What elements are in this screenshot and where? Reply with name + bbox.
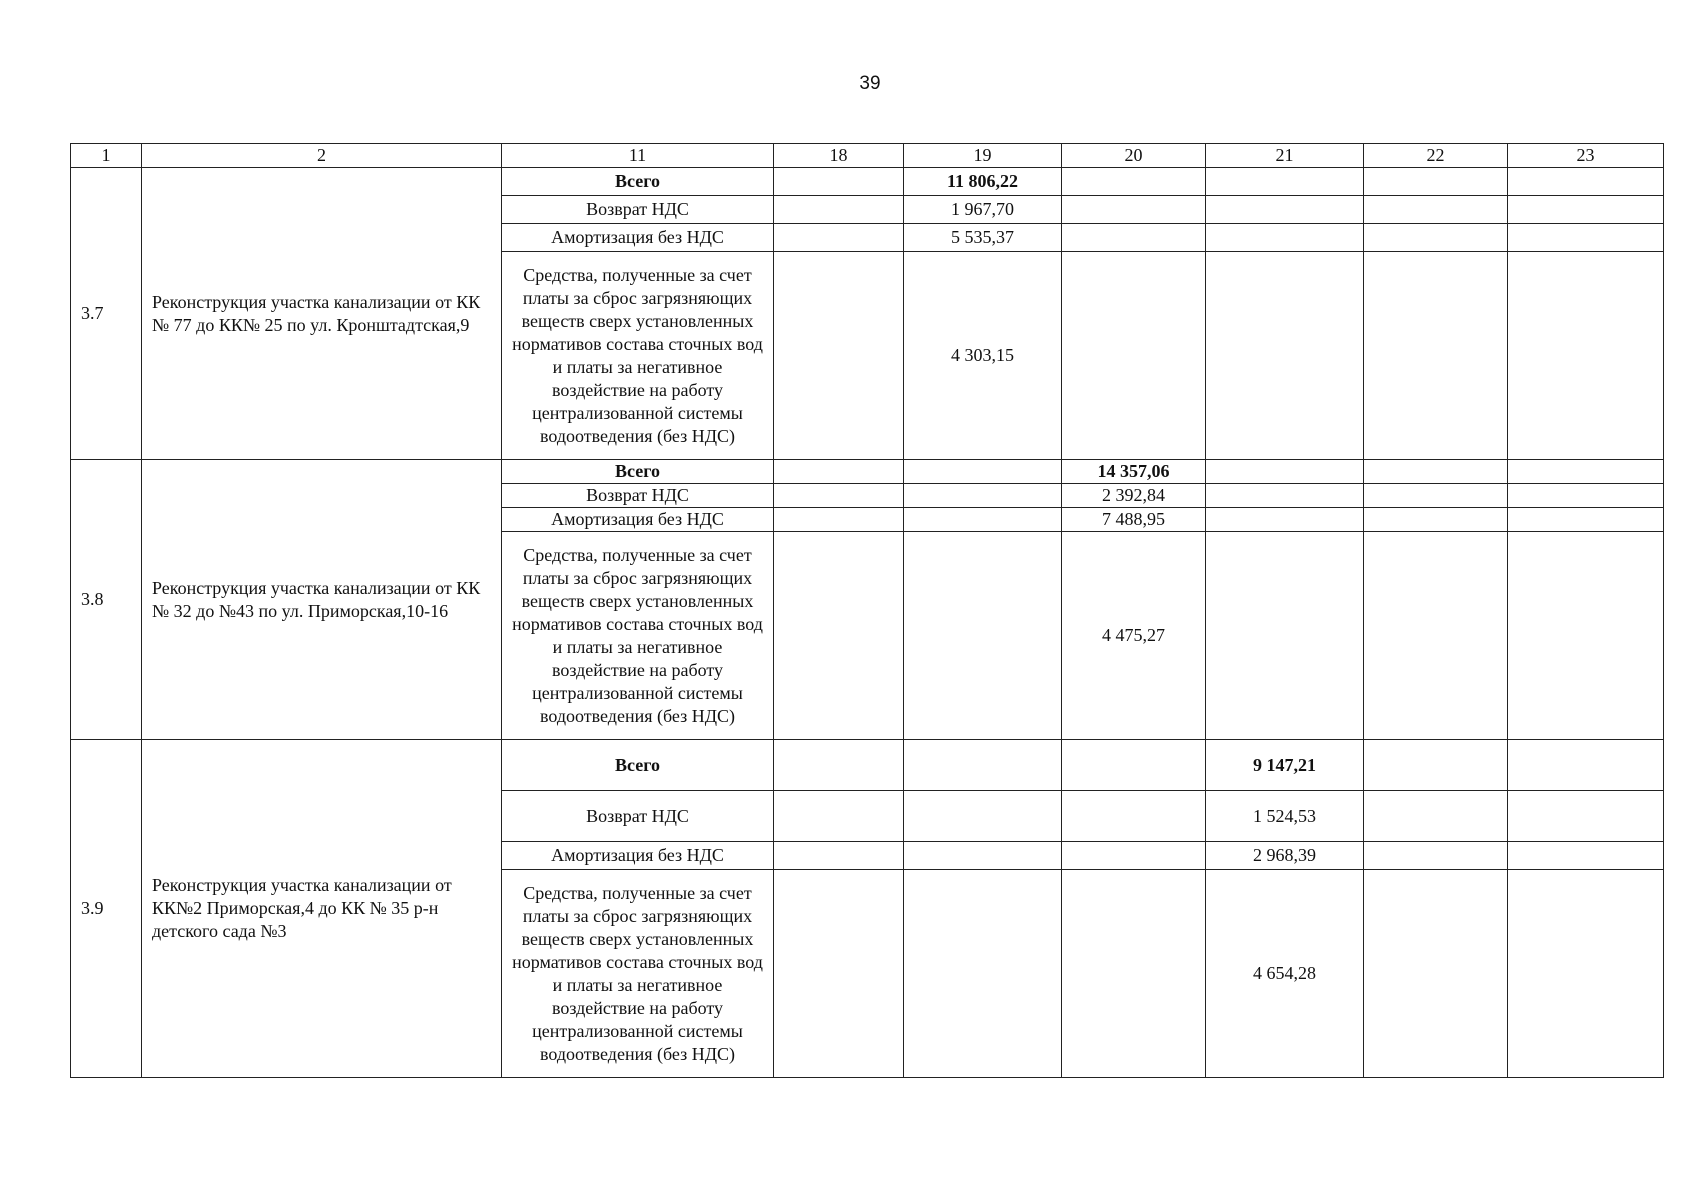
cell-19: 5 535,37 bbox=[904, 224, 1062, 252]
cell-23 bbox=[1508, 508, 1664, 532]
cell-23 bbox=[1508, 224, 1664, 252]
cell-22 bbox=[1364, 740, 1508, 791]
cell-19 bbox=[904, 484, 1062, 508]
cell-20: 14 357,06 bbox=[1062, 460, 1206, 484]
column-header: 18 bbox=[774, 144, 904, 168]
cell-21 bbox=[1206, 532, 1364, 740]
cell-23 bbox=[1508, 168, 1664, 196]
source-label: Возврат НДС bbox=[502, 196, 774, 224]
cell-18 bbox=[774, 252, 904, 460]
cell-22 bbox=[1364, 532, 1508, 740]
cell-23 bbox=[1508, 460, 1664, 484]
cell-20 bbox=[1062, 252, 1206, 460]
cell-21 bbox=[1206, 508, 1364, 532]
item-name: Реконструкция участка канализации от КК № 32 до №43 по ул. Приморская,10-16 bbox=[142, 460, 502, 740]
cell-20 bbox=[1062, 168, 1206, 196]
item-name: Реконструкция участка канализации от КК№2 Приморская,4 до КК № 35 р-н детского сада №3 bbox=[142, 740, 502, 1078]
column-header: 11 bbox=[502, 144, 774, 168]
cell-22 bbox=[1364, 460, 1508, 484]
cell-22 bbox=[1364, 870, 1508, 1078]
cell-19 bbox=[904, 532, 1062, 740]
source-label: Амортизация без НДС bbox=[502, 842, 774, 870]
cell-20 bbox=[1062, 196, 1206, 224]
cell-19: 11 806,22 bbox=[904, 168, 1062, 196]
item-number: 3.7 bbox=[71, 168, 142, 460]
table-header-row bbox=[71, 144, 1664, 168]
cell-21 bbox=[1206, 224, 1364, 252]
column-header: 1 bbox=[71, 144, 142, 168]
cell-18 bbox=[774, 842, 904, 870]
cell-18 bbox=[774, 196, 904, 224]
cell-22 bbox=[1364, 508, 1508, 532]
cell-21: 1 524,53 bbox=[1206, 791, 1364, 842]
cell-21 bbox=[1206, 168, 1364, 196]
cell-22 bbox=[1364, 484, 1508, 508]
cell-20: 2 392,84 bbox=[1062, 484, 1206, 508]
cell-19 bbox=[904, 791, 1062, 842]
source-label: Всего bbox=[502, 740, 774, 791]
cell-23 bbox=[1508, 791, 1664, 842]
cell-21: 4 654,28 bbox=[1206, 870, 1364, 1078]
cell-20 bbox=[1062, 224, 1206, 252]
cell-23 bbox=[1508, 484, 1664, 508]
cell-18 bbox=[774, 532, 904, 740]
column-header: 23 bbox=[1508, 144, 1664, 168]
cell-19: 1 967,70 bbox=[904, 196, 1062, 224]
cell-18 bbox=[774, 791, 904, 842]
cell-18 bbox=[774, 484, 904, 508]
cell-23 bbox=[1508, 842, 1664, 870]
cell-18 bbox=[774, 224, 904, 252]
source-label: Средства, полученные за счет платы за сброс загрязняющих веществ сверх установленных нормативов состава сточных вод и платы за негативное воздействие на работу централизованной системы водоотведения (без НДС) bbox=[502, 870, 774, 1078]
cell-18 bbox=[774, 740, 904, 791]
source-label: Всего bbox=[502, 460, 774, 484]
cell-20: 4 475,27 bbox=[1062, 532, 1206, 740]
cell-22 bbox=[1364, 791, 1508, 842]
source-label: Амортизация без НДС bbox=[502, 224, 774, 252]
cell-20 bbox=[1062, 842, 1206, 870]
column-header: 20 bbox=[1062, 144, 1206, 168]
cell-22 bbox=[1364, 842, 1508, 870]
cell-19 bbox=[904, 740, 1062, 791]
item-number: 3.8 bbox=[71, 460, 142, 740]
table-row bbox=[71, 740, 1664, 791]
item-number: 3.9 bbox=[71, 740, 142, 1078]
cell-18 bbox=[774, 508, 904, 532]
source-label: Средства, полученные за счет платы за сброс загрязняющих веществ сверх установленных нормативов состава сточных вод и платы за негативное воздействие на работу централизованной системы водоотведения (без НДС) bbox=[502, 532, 774, 740]
source-label: Возврат НДС bbox=[502, 484, 774, 508]
cell-22 bbox=[1364, 168, 1508, 196]
source-label: Всего bbox=[502, 168, 774, 196]
cell-23 bbox=[1508, 252, 1664, 460]
item-name: Реконструкция участка канализации от КК № 77 до КК№ 25 по ул. Кронштадтская,9 bbox=[142, 168, 502, 460]
cell-22 bbox=[1364, 252, 1508, 460]
cell-23 bbox=[1508, 740, 1664, 791]
cell-20: 7 488,95 bbox=[1062, 508, 1206, 532]
column-header: 21 bbox=[1206, 144, 1364, 168]
cell-19: 4 303,15 bbox=[904, 252, 1062, 460]
cell-21: 9 147,21 bbox=[1206, 740, 1364, 791]
column-header: 19 bbox=[904, 144, 1062, 168]
page-number: 39 bbox=[859, 73, 881, 94]
cell-19 bbox=[904, 460, 1062, 484]
cell-19 bbox=[904, 842, 1062, 870]
cell-18 bbox=[774, 168, 904, 196]
cell-20 bbox=[1062, 791, 1206, 842]
cell-23 bbox=[1508, 196, 1664, 224]
source-label: Средства, полученные за счет платы за сброс загрязняющих веществ сверх установленных нормативов состава сточных вод и платы за негативное воздействие на работу централизованной системы водоотведения (без НДС) bbox=[502, 252, 774, 460]
cell-19 bbox=[904, 508, 1062, 532]
cell-21 bbox=[1206, 252, 1364, 460]
cell-20 bbox=[1062, 740, 1206, 791]
table-row bbox=[71, 460, 1664, 484]
table-row bbox=[71, 168, 1664, 196]
cell-18 bbox=[774, 460, 904, 484]
cell-23 bbox=[1508, 532, 1664, 740]
column-header: 2 bbox=[142, 144, 502, 168]
cell-22 bbox=[1364, 224, 1508, 252]
cell-20 bbox=[1062, 870, 1206, 1078]
cell-21: 2 968,39 bbox=[1206, 842, 1364, 870]
cell-21 bbox=[1206, 460, 1364, 484]
cell-19 bbox=[904, 870, 1062, 1078]
cell-22 bbox=[1364, 196, 1508, 224]
cell-23 bbox=[1508, 870, 1664, 1078]
source-label: Амортизация без НДС bbox=[502, 508, 774, 532]
cell-21 bbox=[1206, 484, 1364, 508]
cell-18 bbox=[774, 870, 904, 1078]
column-header: 22 bbox=[1364, 144, 1508, 168]
cell-21 bbox=[1206, 196, 1364, 224]
investment-table bbox=[70, 143, 1664, 1078]
source-label: Возврат НДС bbox=[502, 791, 774, 842]
